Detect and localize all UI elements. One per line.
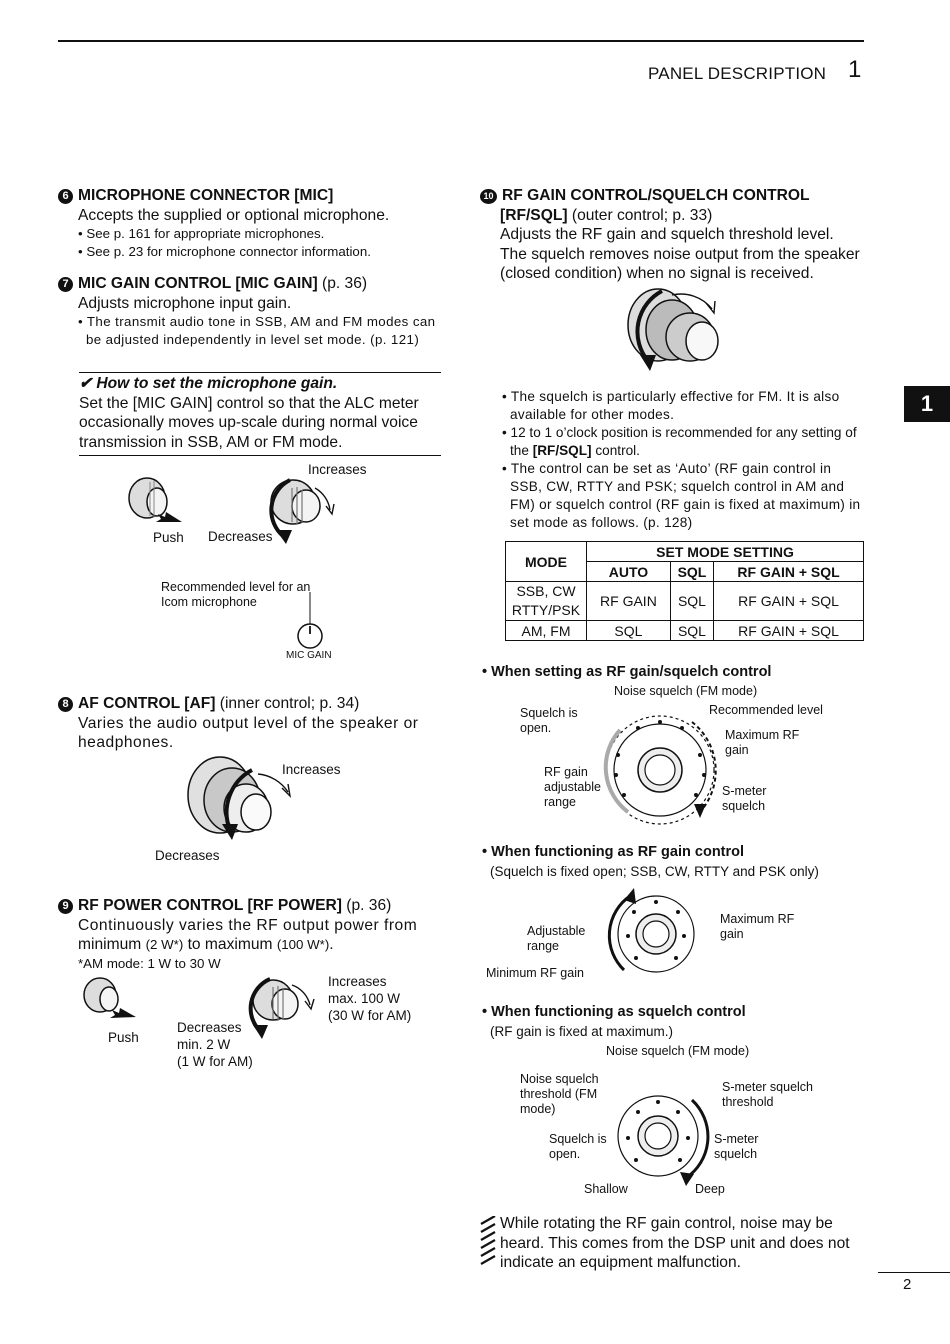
chapter-tab: 1 [904, 386, 950, 422]
section-ref: (p. 36) [341, 897, 392, 914]
rotary-knob-icon [271, 480, 334, 544]
label-push: Push [108, 1030, 139, 1045]
label-min-rf-gain: Minimum RF gain [486, 966, 584, 980]
label-smeter-squelch: S-meter squelch [722, 784, 767, 813]
section-rf-power [58, 896, 448, 973]
dial2-diagram [590, 886, 710, 986]
section-ref: (inner control; p. 34) [215, 695, 360, 712]
label-smeter-squelch: S-meter squelch [714, 1132, 759, 1161]
table-cell: RF GAIN [587, 582, 671, 621]
section-af-control [58, 694, 443, 753]
label-push: Push [153, 530, 184, 545]
body-part: minimum [78, 936, 146, 953]
body-part: (100 W*) [276, 937, 330, 952]
label-min: min. 2 W [177, 1037, 231, 1052]
section-number: 8 [58, 697, 73, 712]
th-rf-sql: RF GAIN + SQL [714, 562, 864, 582]
label-noise-squelch: Noise squelch (FM mode) [606, 1044, 750, 1058]
section-body: Adjusts microphone input gain. [78, 294, 292, 312]
bullet: • See p. 23 for microphone connector information. [78, 244, 371, 259]
table-cell [506, 582, 587, 621]
cell-text: SSB, CW [516, 583, 576, 599]
howto-rule-top [79, 372, 441, 373]
section-title: RF POWER CONTROL [RF POWER] [78, 897, 342, 914]
dial3-title: • When functioning as squelch control [482, 1004, 746, 1020]
th-set-mode-setting: SET MODE SETTING [587, 542, 864, 562]
section-ref: (outer control; p. 33) [567, 206, 713, 224]
dial1-title: • When setting as RF gain/squelch control [482, 664, 772, 680]
dial2-title: • When functioning as RF gain control [482, 844, 745, 860]
label-recommended: Recommended level for an Icom microphone [161, 580, 311, 609]
label-max-am: (30 W for AM) [328, 1008, 412, 1023]
th-mode: MODE [506, 542, 587, 582]
label-increases-block [328, 973, 411, 1024]
label-deep: Deep [695, 1182, 725, 1196]
howto-body: Set the [MIC GAIN] control so that the ALC meter occasionally moves up-scale during normal voice transmission in SSB, AM or FM mode. [79, 394, 419, 451]
label-decreases: Decreases [177, 1020, 242, 1035]
howto-rule-bottom [79, 455, 441, 456]
table-cell: RF GAIN + SQL [714, 621, 864, 641]
dial3-diagram [600, 1080, 720, 1190]
howto-title: ✔ How to set the microphone gain. [79, 375, 338, 392]
table-cell: SQL [670, 582, 713, 621]
label-max-rf-gain: Maximum RF gain [725, 728, 800, 757]
label-max: max. 100 W [328, 991, 401, 1006]
label-min-am: (1 W for AM) [177, 1054, 253, 1069]
table-cell: SQL [587, 621, 671, 641]
section-mic-connector [58, 186, 448, 261]
section-title: RF GAIN CONTROL/SQUELCH CONTROL [502, 187, 810, 204]
section-number: 7 [58, 277, 73, 292]
label-increases: Increases [328, 974, 387, 989]
body-part: . [329, 936, 334, 953]
table-cell: RF GAIN + SQL [714, 582, 864, 621]
set-mode-table [505, 541, 864, 641]
section-title: MIC GAIN CONTROL [MIC GAIN] [78, 275, 318, 292]
label-recommended-level: Recommended level [709, 703, 823, 717]
bullet: • 12 to 1 o’clock position is recommended for any setting of the [502, 425, 857, 458]
th-auto: AUTO [587, 562, 671, 582]
section-number: 10 [480, 189, 497, 204]
section-number: 6 [58, 189, 73, 204]
section-number: 9 [58, 899, 73, 914]
rf-sql-knob-figure [620, 285, 730, 375]
label-decreases-block [177, 1019, 253, 1070]
section-body: Adjusts the RF gain and squelch threshold level. [500, 226, 834, 243]
dial2-subtitle: (Squelch is fixed open; SSB, CW, RTTY and PSK only) [490, 864, 819, 879]
bullet-bold: [RF/SQL] [532, 443, 592, 458]
section-title: MICROPHONE CONNECTOR [MIC] [78, 187, 334, 204]
section-body: Varies the audio output level of the speaker or headphones. [78, 714, 419, 751]
label-smeter-threshold: S-meter squelch threshold [722, 1080, 814, 1109]
mic-gain-figure [120, 470, 440, 670]
am-note: *AM mode: 1 W to 30 W [78, 955, 221, 971]
dial3-subtitle: (RF gain is fixed at maximum.) [490, 1024, 674, 1039]
rf-sql-bullets [502, 388, 866, 532]
body-part: (2 W*) [145, 937, 184, 952]
note-text: While rotating the RF gain control, noise may be heard. This comes from the DSP unit and does not indicate an equipment malfunction. [500, 1215, 850, 1271]
th-sql: SQL [670, 562, 713, 582]
label-noise-squelch: Noise squelch (FM mode) [614, 684, 758, 698]
section-title-2: [RF/SQL] [500, 206, 568, 224]
section-title: AF CONTROL [AF] [78, 695, 216, 712]
page-header-title: PANEL DESCRIPTION [648, 64, 827, 83]
section-body: Continuously varies the RF output power from [78, 916, 418, 934]
bullet: control. [591, 443, 640, 458]
note-icon [480, 1216, 496, 1268]
label-adjustable-range: Adjustable range [527, 924, 586, 953]
top-rule [58, 40, 864, 42]
table-cell: SQL [670, 621, 713, 641]
bottom-rule [878, 1272, 950, 1273]
label-increases: Increases [282, 762, 341, 777]
label-decreases: Decreases [208, 529, 273, 544]
chapter-number: 1 [848, 56, 862, 83]
section-rf-sql [480, 186, 872, 284]
section-body: The squelch removes noise output from the speaker (closed condition) when no signal is received. [500, 245, 860, 282]
table-cell: AM, FM [506, 621, 587, 641]
bullet: • The transmit audio tone in SSB, AM and FM modes can be adjusted independently in level set mode. (p. 121) [78, 314, 436, 347]
push-knob-icon [129, 478, 182, 522]
howto-box [79, 374, 443, 452]
label-increases: Increases [308, 462, 367, 477]
bullet: • The control can be set as ‘Auto’ (RF gain control in SSB, CW, RTTY and PSK; squelch control in AM and FM) or squelch control (RF gain is fixed at maximum) in set mode as follows. (p. 128) [502, 461, 861, 530]
page-number: 2 [903, 1276, 912, 1293]
label-squelch-open: Squelch is open. [549, 1132, 607, 1161]
section-body: Accepts the supplied or optional microphone. [78, 206, 390, 224]
label-noise-threshold: Noise squelch threshold (FM mode) [520, 1072, 599, 1116]
bullet: • The squelch is particularly effective for FM. It is also available for other modes. [502, 389, 840, 422]
bullet: • See p. 161 for appropriate microphones. [78, 226, 325, 241]
cell-text: RTTY/PSK [511, 602, 581, 618]
body-part: to maximum [183, 936, 277, 953]
label-squelch-open: Squelch is open. [520, 706, 578, 735]
label-mic-gain-knob: MIC GAIN [286, 650, 332, 661]
section-mic-gain [58, 274, 443, 349]
label-decreases: Decreases [155, 848, 220, 863]
label-shallow: Shallow [584, 1182, 628, 1196]
section-ref: (p. 36) [317, 275, 368, 292]
label-max-rf-gain: Maximum RF gain [720, 912, 795, 941]
label-rf-range: RF gain adjustable range [544, 765, 601, 809]
